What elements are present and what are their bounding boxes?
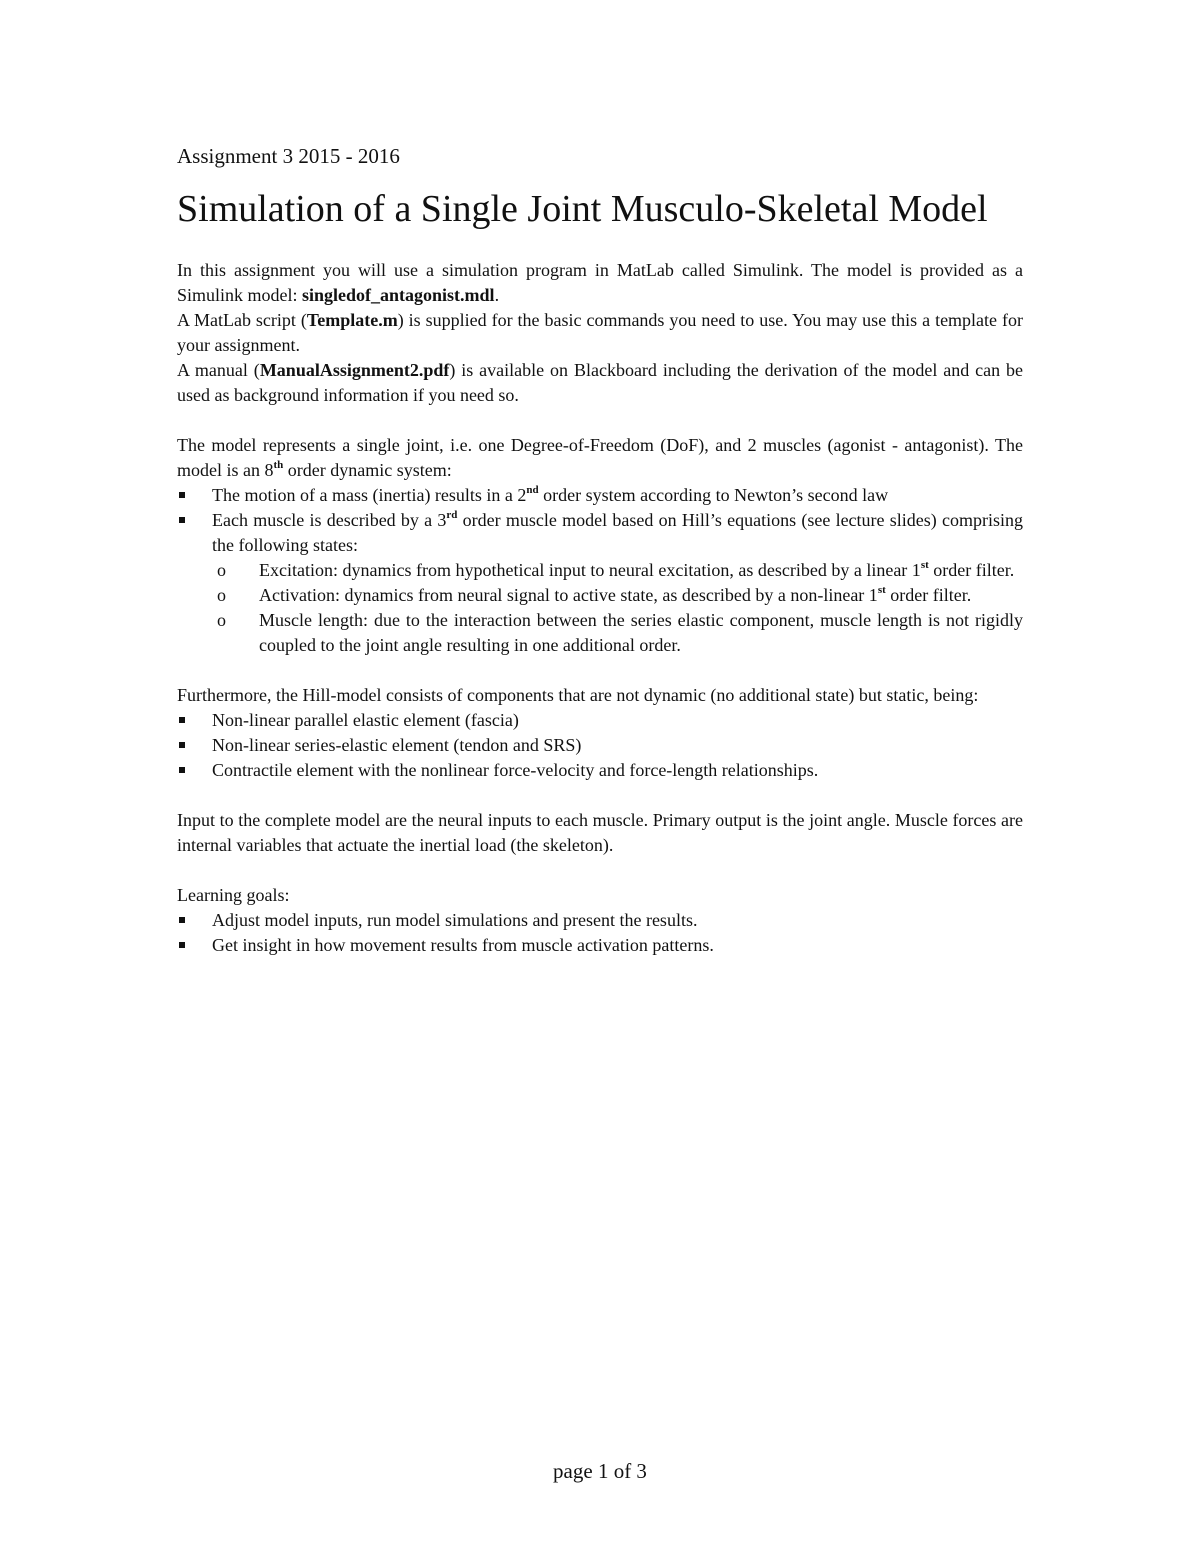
document-page bbox=[177, 140, 1023, 958]
page-number: page 1 of 3 bbox=[553, 1459, 647, 1483]
script-filename: Template.m bbox=[306, 310, 398, 330]
list-item: Adjust model inputs, run model simulations and present the results. bbox=[177, 908, 1023, 933]
list-item: Each muscle is described by a 3rd order muscle model based on Hill’s equations (see lecture slides) comprising the following states: o Excitation: dynamics from hypothetical input to neural excitation, as described by a linear 1st order filter. o Activation: dynamics from neural signal to active state, as described by a non-linear 1st order filter. o Muscle length: due to the interaction between the series elastic component, muscle length is not rigidly coupled to the joint angle resulting in one additional order. bbox=[177, 508, 1023, 658]
intro-paragraph-1: In this assignment you will use a simulation program in MatLab called Simulink. The model is provided as a Simulink model: singledof_antagonist.mdl. bbox=[177, 260, 1023, 305]
list-item: Non-linear series-elastic element (tendon and SRS) bbox=[177, 733, 1023, 758]
document-title: Simulation of a Single Joint Musculo-Skeletal Model bbox=[177, 188, 988, 230]
list-item: Contractile element with the nonlinear force-velocity and force-length relationships. bbox=[177, 758, 1023, 783]
list-item: Get insight in how movement results from muscle activation patterns. bbox=[177, 933, 1023, 958]
learning-goals-heading: Learning goals: bbox=[177, 885, 290, 905]
io-paragraph: Input to the complete model are the neural inputs to each muscle. Primary output is the joint angle. Muscle forces are internal variables that actuate the inertial load (the skeleton). bbox=[177, 810, 1023, 855]
intro-paragraph-2: A MatLab script (Template.m) is supplied for the basic commands you need to use. You may use this a template for your assignment. bbox=[177, 310, 1023, 355]
assignment-label: Assignment 3 2015 - 2016 bbox=[177, 144, 400, 168]
list-item: Non-linear parallel elastic element (fascia) bbox=[177, 708, 1023, 733]
model-paragraph: The model represents a single joint, i.e. one Degree-of-Freedom (DoF), and 2 muscles (agonist - antagonist). The model is an 8th order dynamic system: bbox=[177, 435, 1023, 480]
model-filename: singledof_antagonist.mdl bbox=[302, 285, 495, 305]
hill-paragraph: Furthermore, the Hill-model consists of components that are not dynamic (no additional state) but static, being: bbox=[177, 685, 979, 705]
list-item: o Muscle length: due to the interaction between the series elastic component, muscle length is not rigidly coupled to the joint angle resulting in one additional order. bbox=[212, 608, 1023, 658]
hill-components-list bbox=[177, 708, 1023, 783]
manual-filename: ManualAssignment2.pdf bbox=[259, 360, 450, 380]
list-item: o Excitation: dynamics from hypothetical input to neural excitation, as described by a linear 1st order filter. bbox=[212, 558, 1023, 583]
model-bullet-list bbox=[177, 483, 1023, 658]
intro-paragraph-3: A manual (ManualAssignment2.pdf) is available on Blackboard including the derivation of the model and can be used as background information if you need so. bbox=[177, 360, 1024, 405]
muscle-states-list bbox=[177, 558, 1023, 658]
list-item: o Activation: dynamics from neural signal to active state, as described by a non-linear 1st order filter. bbox=[212, 583, 1023, 608]
list-item: The motion of a mass (inertia) results in a 2nd order system according to Newton’s second law bbox=[177, 483, 1023, 508]
learning-goals-list bbox=[177, 908, 1023, 958]
